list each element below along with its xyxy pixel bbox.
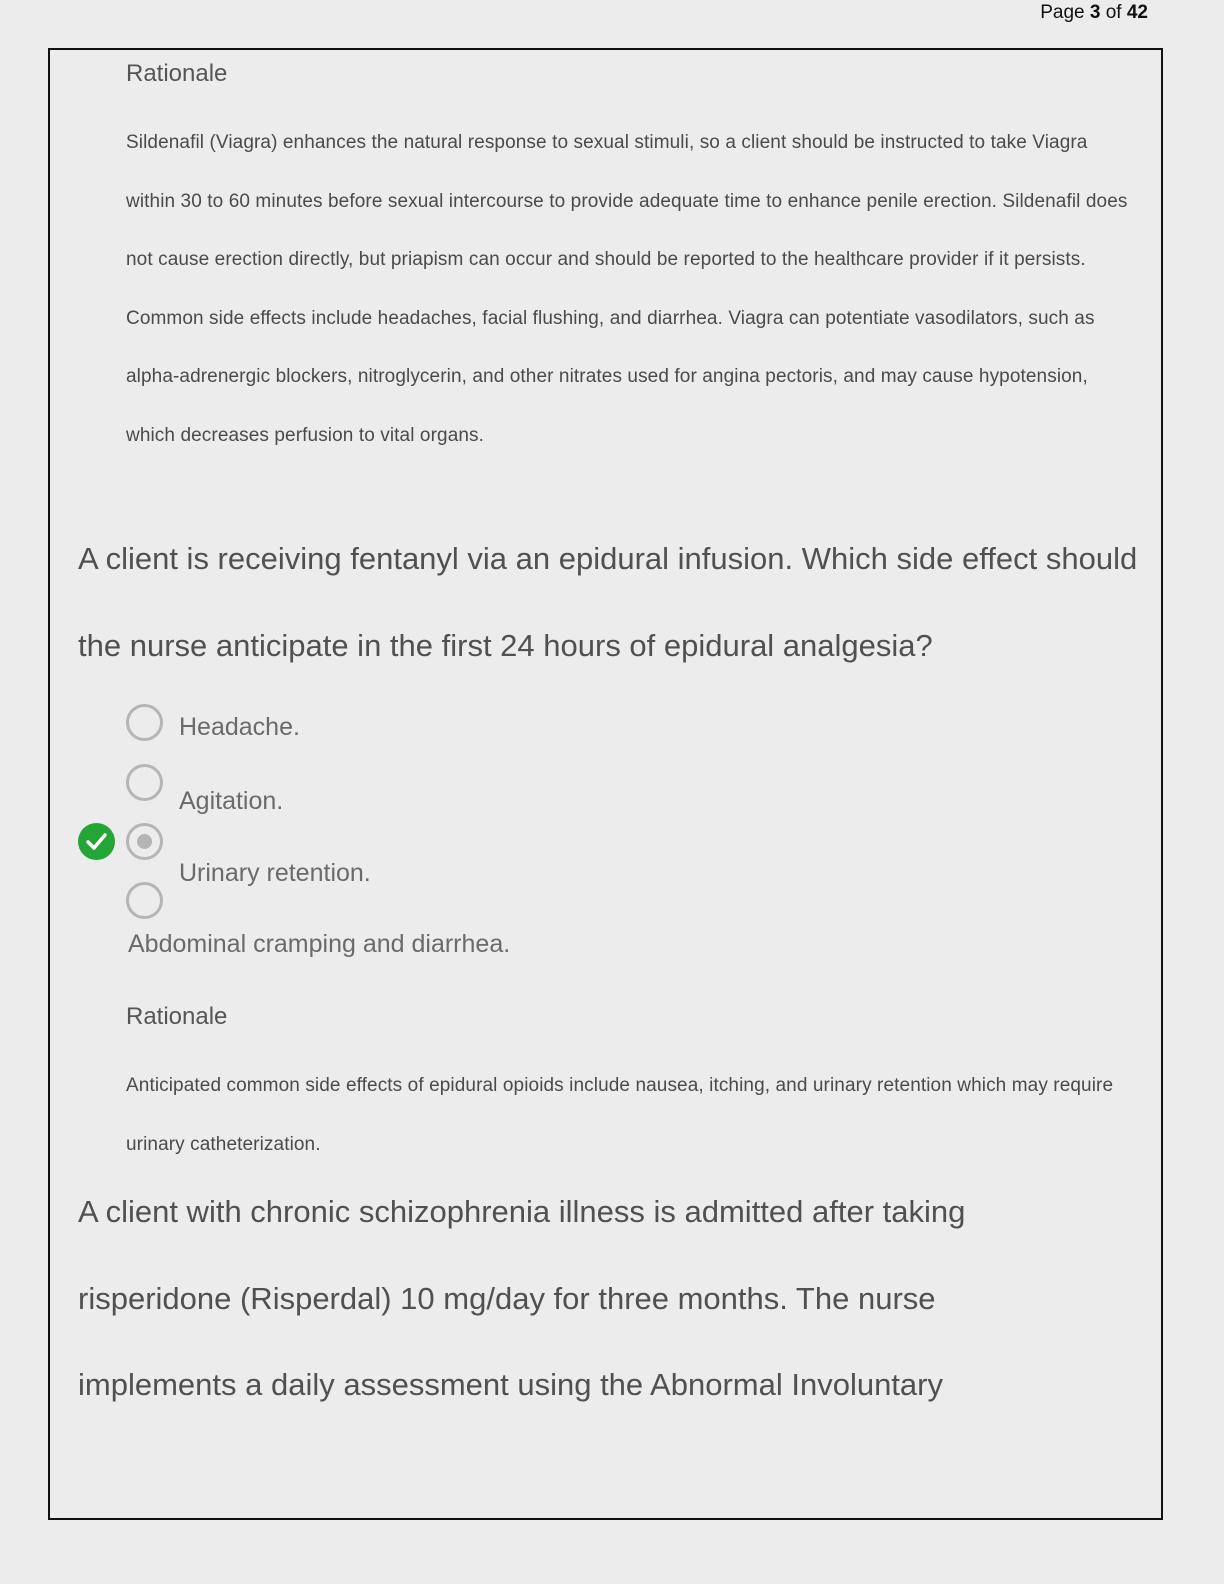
question-2-text: A client is receiving fentanyl via an epidural infusion. Which side effect should the nurse anticipate in the first 24 hours of epidural analgesia? xyxy=(78,541,1138,663)
question-3-text: A client with chronic schizophrenia illness is admitted after taking risperidone (Risperdal) 10 mg/day for three months. The nurse implements a daily assessment using the Abnormal Involuntary xyxy=(78,1194,966,1402)
option-label-abdominal-cramping: Abdominal cramping and diarrhea. xyxy=(128,930,511,958)
page-current: 3 xyxy=(1089,2,1101,23)
page-total: 42 xyxy=(1126,2,1148,23)
page-indicator xyxy=(1040,2,1148,24)
rationale-text-1: Sildenafil (Viagra) enhances the natural response to sexual stimuli, so a client should be instructed to take Viagra within 30 to 60 minutes before sexual intercourse to provide adequate time to enhance penile erection. Sildenafil does not cause erection directly, but priapism can occur and should be reported to the healthcare provider if it persists. Common side effects include headaches, facial flushing, and diarrhea. Viagra can potentiate vasodilators, such as alpha-adrenergic blockers, nitroglycerin, and other nitrates used for angina pectoris, and may cause hypotension, which decreases perfusion to vital organs. xyxy=(126,132,1128,446)
page-separator: of xyxy=(1105,2,1122,23)
option-label-agitation: Agitation. xyxy=(179,787,284,815)
rationale-heading-2: Rationale xyxy=(126,1003,228,1030)
rationale-text-2: Anticipated common side effects of epidural opioids include nausea, itching, and urinary retention which may require urinary catheterization. xyxy=(126,1075,1114,1155)
correct-check-icon xyxy=(78,823,115,860)
option-label-urinary-retention: Urinary retention. xyxy=(179,859,371,887)
option-label-headache: Headache. xyxy=(179,713,300,741)
option-radio-abdominal-cramping[interactable] xyxy=(126,882,163,919)
option-radio-agitation[interactable] xyxy=(126,764,163,801)
option-radio-headache[interactable] xyxy=(126,704,163,741)
rationale-heading-1: Rationale xyxy=(126,60,228,87)
page-prefix: Page xyxy=(1040,2,1085,23)
option-radio-urinary-retention[interactable] xyxy=(126,823,163,860)
